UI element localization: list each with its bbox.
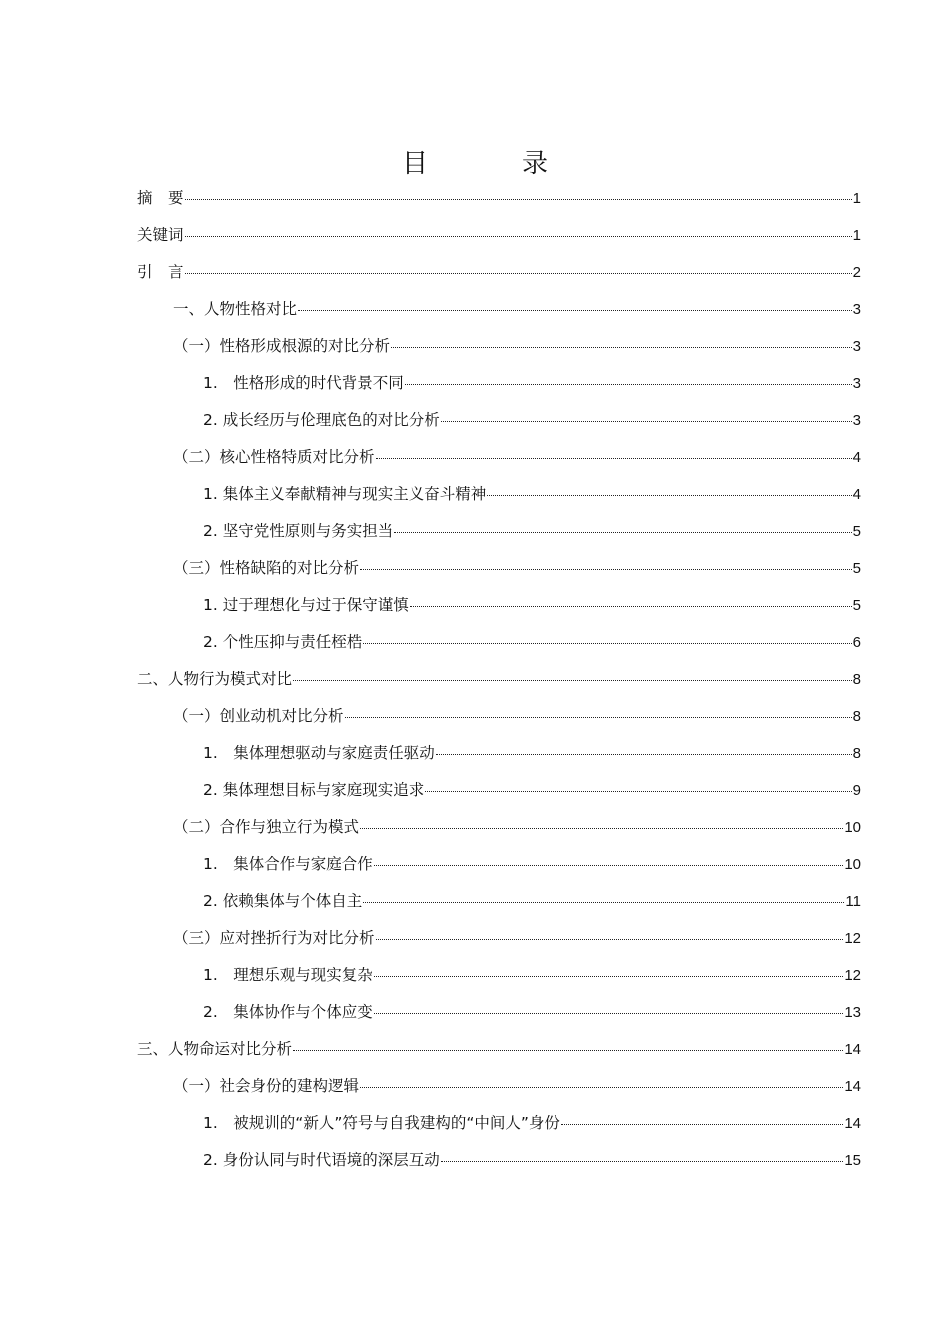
dot-leader xyxy=(298,309,852,311)
toc-entry-page-number: 3 xyxy=(852,375,861,392)
dot-leader xyxy=(374,864,844,866)
toc-entry[interactable] xyxy=(137,1105,861,1142)
toc-entry[interactable] xyxy=(137,291,861,328)
toc-entry[interactable] xyxy=(137,550,861,587)
toc-entry[interactable] xyxy=(137,772,861,809)
toc-entry-page-number: 12 xyxy=(844,930,861,947)
toc-entry-title: 2. 集体理想目标与家庭现实追求 xyxy=(203,781,425,799)
toc-entry-page-number: 6 xyxy=(852,634,861,651)
toc-entry-title: 关键词 xyxy=(137,226,184,244)
toc-entry[interactable] xyxy=(137,1031,861,1068)
dot-leader xyxy=(436,753,852,755)
toc-entry[interactable] xyxy=(137,957,861,994)
toc-entry-title: 一、人物性格对比 xyxy=(173,300,298,318)
dot-leader xyxy=(363,642,851,644)
toc-entry-page-number: 10 xyxy=(844,856,861,873)
toc-entry[interactable] xyxy=(137,439,861,476)
toc-entry-title: 2. 依赖集体与个体自主 xyxy=(203,892,363,910)
toc-entry-page-number: 4 xyxy=(852,449,861,466)
dot-leader xyxy=(363,901,844,903)
dot-leader xyxy=(185,235,852,237)
toc-entry[interactable] xyxy=(137,846,861,883)
toc-entry-title: 1. 性格形成的时代背景不同 xyxy=(203,374,404,392)
toc-entry-title: （一）创业动机对比分析 xyxy=(173,707,344,725)
dot-leader xyxy=(376,938,844,940)
toc-entry-page-number: 5 xyxy=(852,560,861,577)
toc-entry-page-number: 11 xyxy=(845,893,861,910)
toc-entry-title: 二、人物行为模式对比 xyxy=(137,670,293,688)
toc-entry-title: 2. 成长经历与伦理底色的对比分析 xyxy=(203,411,440,429)
dot-leader xyxy=(394,531,851,533)
toc-entry-page-number: 14 xyxy=(844,1078,861,1095)
toc-entry[interactable] xyxy=(137,328,861,365)
toc-entry[interactable] xyxy=(137,735,861,772)
dot-leader xyxy=(410,605,852,607)
dot-leader xyxy=(487,494,851,496)
toc-entry-title: （三）应对挫折行为对比分析 xyxy=(173,929,375,947)
toc-entry-page-number: 4 xyxy=(852,486,861,503)
toc-entry[interactable] xyxy=(137,661,861,698)
toc-entry-page-number: 8 xyxy=(852,708,861,725)
toc-entry-page-number: 3 xyxy=(852,338,861,355)
dot-leader xyxy=(405,383,852,385)
toc-entry-page-number: 10 xyxy=(844,819,861,836)
toc-entry-page-number: 2 xyxy=(852,264,861,281)
dot-leader xyxy=(293,1049,843,1051)
toc-entry[interactable] xyxy=(137,994,861,1031)
toc-entry[interactable] xyxy=(137,624,861,661)
toc-entry-title: （二）核心性格特质对比分析 xyxy=(173,448,375,466)
toc-entry[interactable] xyxy=(137,1068,861,1105)
page-title: 目 录 xyxy=(401,149,582,179)
dot-leader xyxy=(441,420,852,422)
toc-entry-title: （一）性格形成根源的对比分析 xyxy=(173,337,391,355)
toc-entry[interactable] xyxy=(137,180,861,217)
toc-entry-page-number: 5 xyxy=(852,523,861,540)
toc-entry-title: 2. 个性压抑与责任桎梏 xyxy=(203,633,363,651)
toc-entry-title: 2. 坚守党性原则与务实担当 xyxy=(203,522,394,540)
toc-entry[interactable] xyxy=(137,254,861,291)
toc-entry[interactable] xyxy=(137,587,861,624)
dot-leader xyxy=(376,457,852,459)
dot-leader xyxy=(185,198,852,200)
dot-leader xyxy=(391,346,852,348)
toc-entry-title: （一）社会身份的建构逻辑 xyxy=(173,1077,360,1095)
toc-entry[interactable] xyxy=(137,920,861,957)
toc-entry-title: 摘 要 xyxy=(137,189,184,207)
dot-leader xyxy=(293,679,852,681)
toc-entry-page-number: 3 xyxy=(852,412,861,429)
toc-entry[interactable] xyxy=(137,698,861,735)
toc-entry-page-number: 9 xyxy=(852,782,861,799)
dot-leader xyxy=(374,975,844,977)
toc-entry-page-number: 5 xyxy=(852,597,861,614)
table-of-contents xyxy=(137,180,861,1179)
toc-entry-page-number: 3 xyxy=(852,301,861,318)
toc-entry-title: 1. 过于理想化与过于保守谨慎 xyxy=(203,596,409,614)
toc-entry[interactable] xyxy=(137,402,861,439)
toc-entry-title: 1. 理想乐观与现实复杂 xyxy=(203,966,373,984)
toc-entry-title: 1. 被规训的“新人”符号与自我建构的“中间人”身份 xyxy=(203,1114,560,1132)
toc-entry[interactable] xyxy=(137,883,861,920)
toc-entry-title: 1. 集体理想驱动与家庭责任驱动 xyxy=(203,744,435,762)
toc-entry-title: 2. 身份认同与时代语境的深层互动 xyxy=(203,1151,440,1169)
toc-entry-page-number: 14 xyxy=(844,1041,861,1058)
toc-entry[interactable] xyxy=(137,513,861,550)
toc-entry-page-number: 1 xyxy=(852,227,861,244)
toc-entry-page-number: 12 xyxy=(844,967,861,984)
toc-entry-title: 1. 集体合作与家庭合作 xyxy=(203,855,373,873)
toc-entry-title: 2. 集体协作与个体应变 xyxy=(203,1003,373,1021)
dot-leader xyxy=(345,716,852,718)
toc-entry[interactable] xyxy=(137,1142,861,1179)
toc-entry-title: （二）合作与独立行为模式 xyxy=(173,818,360,836)
toc-entry-title: 三、人物命运对比分析 xyxy=(137,1040,293,1058)
dot-leader xyxy=(360,827,843,829)
toc-entry-page-number: 14 xyxy=(844,1115,861,1132)
toc-entry-title: 引 言 xyxy=(137,263,184,281)
toc-entry-page-number: 15 xyxy=(844,1152,861,1169)
toc-entry-page-number: 1 xyxy=(852,190,861,207)
dot-leader xyxy=(360,568,852,570)
toc-entry-page-number: 8 xyxy=(852,671,861,688)
toc-entry[interactable] xyxy=(137,476,861,513)
toc-entry-page-number: 13 xyxy=(844,1004,861,1021)
toc-entry[interactable] xyxy=(137,809,861,846)
toc-entry[interactable] xyxy=(137,217,861,254)
dot-leader xyxy=(374,1012,844,1014)
dot-leader xyxy=(360,1086,843,1088)
dot-leader xyxy=(185,272,852,274)
dot-leader xyxy=(425,790,851,792)
dot-leader xyxy=(561,1123,843,1125)
toc-entry[interactable] xyxy=(137,365,861,402)
toc-entry-title: （三）性格缺陷的对比分析 xyxy=(173,559,360,577)
toc-entry-page-number: 8 xyxy=(852,745,861,762)
toc-entry-title: 1. 集体主义奉献精神与现实主义奋斗精神 xyxy=(203,485,487,503)
dot-leader xyxy=(441,1160,844,1162)
